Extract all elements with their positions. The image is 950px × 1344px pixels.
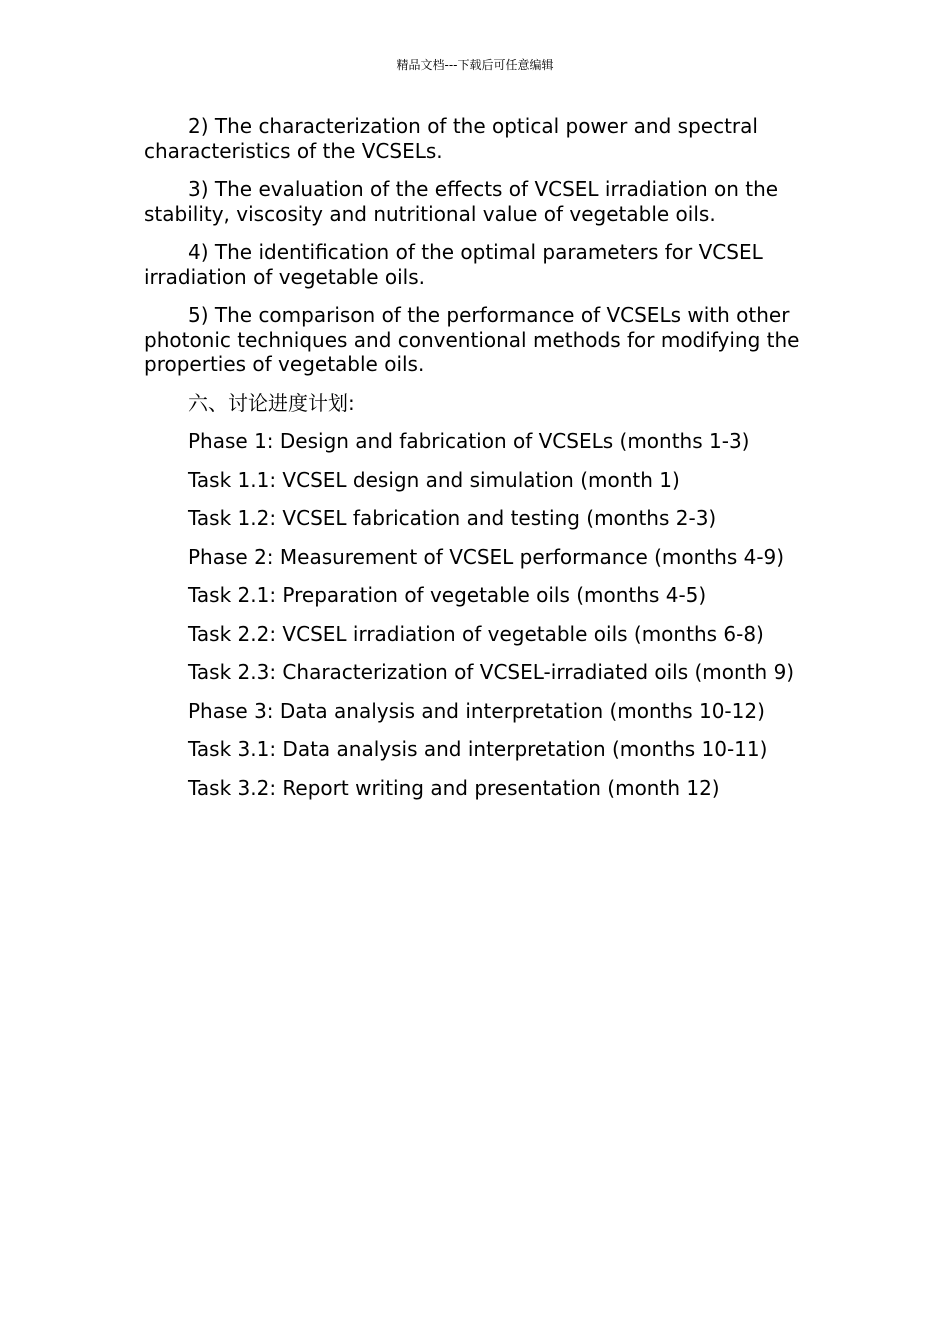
- objective-5-paragraph: 5) The comparison of the performance of VCSELs with other photonic techniques and conventional methods for modifying the properties of vegetable oils.: [144, 303, 800, 376]
- section-heading: 六、讨论进度计划:: [188, 390, 355, 415]
- page-header: 精品文档---下载后可任意编辑: [396, 58, 554, 72]
- document-body: [144, 114, 808, 814]
- phase-3-item: Phase 3: Data analysis and interpretation (months 10-12): [188, 698, 765, 723]
- objective-4-paragraph: 4) The identification of the optimal parameters for VCSEL irradiation of vegetable oils.: [144, 240, 763, 289]
- task-2-3-item: Task 2.3: Characterization of VCSEL-irradiated oils (month 9): [188, 660, 795, 684]
- task-2-1-item: Task 2.1: Preparation of vegetable oils (months 4-5): [188, 583, 707, 607]
- task-3-2-item: Task 3.2: Report writing and presentation (month 12): [188, 775, 720, 800]
- task-1-2-item: Task 1.2: VCSEL fabrication and testing (months 2-3): [188, 506, 717, 530]
- phase-1-item: Phase 1: Design and fabrication of VCSELs (months 1-3): [188, 429, 750, 453]
- objective-3-paragraph: 3) The evaluation of the effects of VCSEL irradiation on the stability, viscosity and nutritional value of vegetable oils.: [144, 177, 779, 226]
- objective-2-paragraph: 2) The characterization of the optical power and spectral characteristics of the VCSELs.: [144, 114, 758, 163]
- task-2-2-item: Task 2.2: VCSEL irradiation of vegetable oils (months 6-8): [188, 621, 764, 646]
- task-1-1-item: Task 1.1: VCSEL design and simulation (month 1): [188, 467, 680, 492]
- task-3-1-item: Task 3.1: Data analysis and interpretation (months 10-11): [188, 737, 768, 761]
- phase-2-item: Phase 2: Measurement of VCSEL performance (months 4-9): [188, 544, 785, 569]
